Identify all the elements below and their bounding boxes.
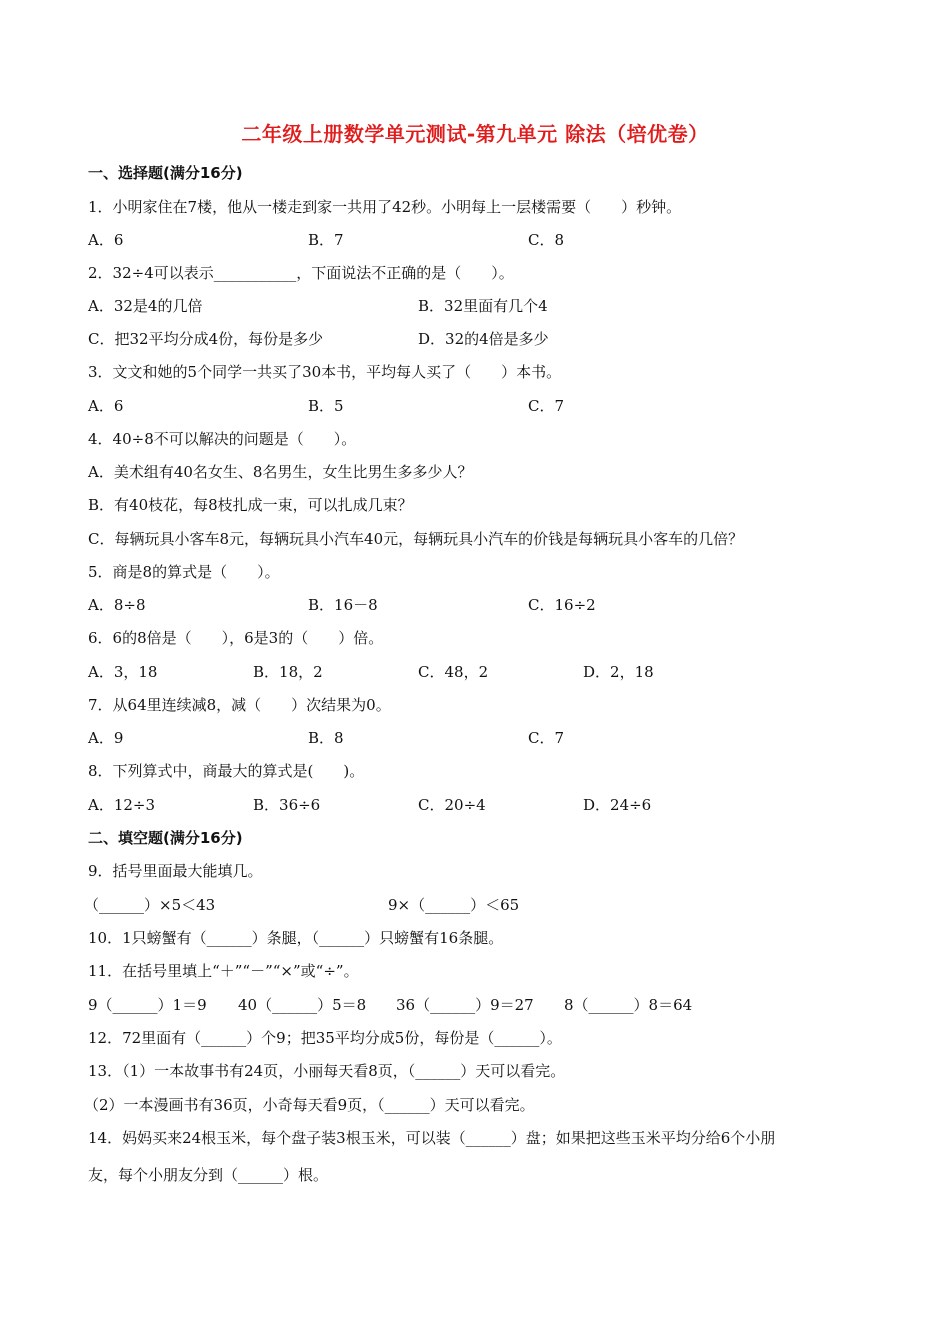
question-13-part-2: （2）一本漫画书有36页，小奇每天看9页，（______）天可以看完。 — [84, 1096, 535, 1114]
q5-option-c: C．16÷2 — [528, 596, 596, 614]
question-11: 11．在括号里填上“＋”“－”“×”或“÷”。 — [88, 962, 359, 980]
q5-option-a: A．8÷8 — [88, 596, 146, 614]
section-choice-heading: 一、选择题(满分16分) — [88, 164, 243, 182]
q2-option-d: D．32的4倍是多少 — [418, 330, 549, 348]
q2-option-c: C．把32平均分成4份，每份是多少 — [88, 330, 324, 348]
q7-option-c: C．7 — [528, 729, 565, 747]
section-fill-heading: 二、填空题(满分16分) — [88, 829, 243, 847]
question-10: 10．1只螃蟹有（______）条腿，（______）只螃蟹有16条腿。 — [88, 929, 504, 947]
q1-option-a: A．6 — [88, 231, 124, 249]
question-8: 8．下列算式中，商最大的算式是( )。 — [88, 762, 365, 780]
q11-expression-3: 36（______）9＝27 — [396, 996, 534, 1014]
q1-option-b: B．7 — [308, 231, 344, 249]
q11-expression-2: 40（______）5＝8 — [238, 996, 367, 1014]
question-2: 2．32÷4可以表示___________，下面说法不正确的是（ ）。 — [88, 264, 514, 282]
q8-option-a: A．12÷3 — [88, 796, 156, 814]
q6-option-d: D．2，18 — [583, 663, 654, 681]
q5-option-b: B．16－8 — [308, 596, 378, 614]
question-14-line-2: 友，每个小朋友分到（______）根。 — [88, 1166, 329, 1184]
q9-expression-left: （______）×5＜43 — [84, 896, 216, 914]
question-4: 4．40÷8不可以解决的问题是（ ）。 — [88, 430, 357, 448]
q9-expression-right: 9×（______）＜65 — [388, 896, 520, 914]
q3-option-a: A．6 — [88, 397, 124, 415]
question-13-part-1: 13．（1）一本故事书有24页，小丽每天看8页，（______）天可以看完。 — [88, 1062, 566, 1080]
q6-option-c: C．48，2 — [418, 663, 489, 681]
question-9: 9．括号里面最大能填几。 — [88, 862, 263, 880]
q2-option-a: A．32是4的几倍 — [88, 297, 203, 315]
question-3: 3．文文和她的5个同学一共买了30本书，平均每人买了（ ）本书。 — [88, 363, 562, 381]
page-title: 二年级上册数学单元测试-第九单元 除法（培优卷） — [241, 122, 709, 146]
q2-option-b: B．32里面有几个4 — [418, 297, 548, 315]
q4-option-c: C．每辆玩具小客车8元，每辆玩具小汽车40元，每辆玩具小汽车的价钱是每辆玩具小客车的几倍？ — [88, 530, 744, 548]
q4-option-b: B．有40枝花，每8枝扎成一束，可以扎成几束？ — [88, 496, 413, 514]
q6-option-a: A．3，18 — [88, 663, 158, 681]
q8-option-d: D．24÷6 — [583, 796, 652, 814]
q4-option-a: A．美术组有40名女生、8名男生，女生比男生多多少人？ — [88, 463, 473, 481]
question-1: 1．小明家住在7楼，他从一楼走到家一共用了42秒。小明每上一层楼需要（ ）秒钟。 — [88, 198, 682, 216]
q3-option-c: C．7 — [528, 397, 565, 415]
q11-expression-1: 9（______）1＝9 — [88, 996, 207, 1014]
question-14-line-1: 14．妈妈买来24根玉米，每个盘子装3根玉米，可以装（______）盘；如果把这些玉米平均分给6个小朋 — [88, 1129, 776, 1147]
question-6: 6．6的8倍是（ ），6是3的（ ）倍。 — [88, 629, 384, 647]
q11-expression-4: 8（______）8＝64 — [564, 996, 693, 1014]
q1-option-c: C．8 — [528, 231, 565, 249]
question-5: 5．商是8的算式是（ ）。 — [88, 563, 280, 581]
q8-option-c: C．20÷4 — [418, 796, 486, 814]
q7-option-a: A．9 — [88, 729, 124, 747]
q7-option-b: B．8 — [308, 729, 344, 747]
q8-option-b: B．36÷6 — [253, 796, 321, 814]
q3-option-b: B．5 — [308, 397, 344, 415]
question-12: 12．72里面有（______）个9；把35平均分成5份，每份是（______）。 — [88, 1029, 562, 1047]
q6-option-b: B．18，2 — [253, 663, 323, 681]
question-7: 7．从64里连续减8，减（ ）次结果为0。 — [88, 696, 391, 714]
